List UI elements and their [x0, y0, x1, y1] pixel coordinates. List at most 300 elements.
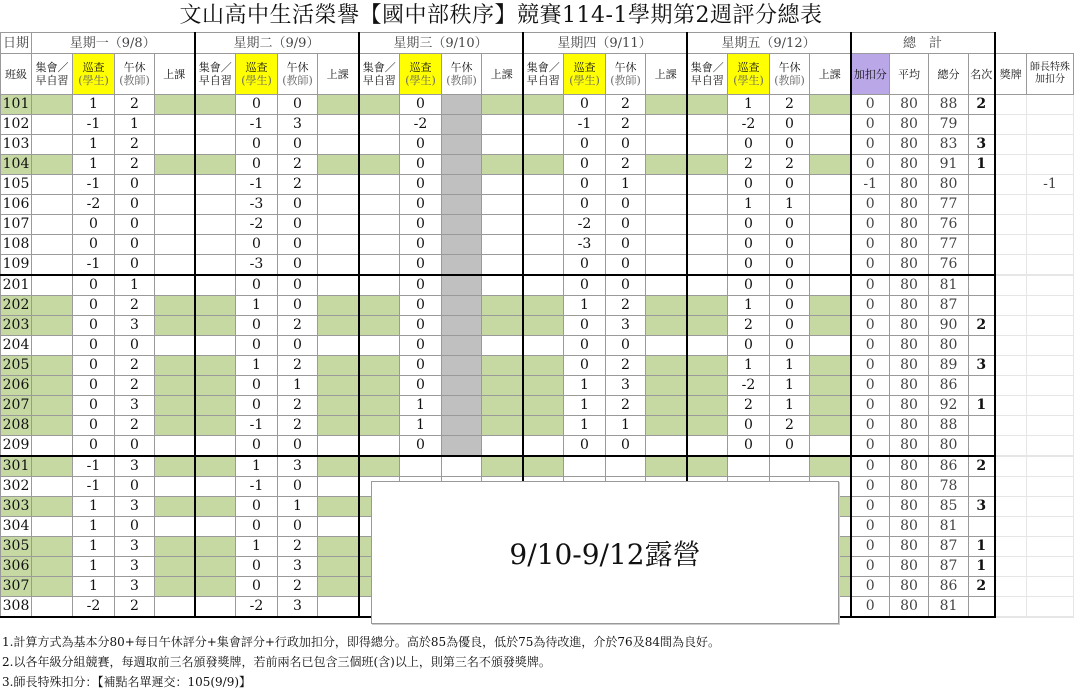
principal-cell [1027, 255, 1074, 276]
average-cell: 80 [890, 175, 929, 195]
nap-cell [442, 155, 482, 175]
assembly-cell [359, 195, 400, 215]
assembly-cell [687, 215, 728, 235]
patrol-cell: -3 [564, 235, 606, 255]
assembly-cell [32, 316, 73, 336]
nap-cell [442, 436, 482, 457]
nap-cell: 0 [278, 135, 318, 155]
patrol-cell: 0 [400, 135, 442, 155]
assembly-cell [359, 275, 400, 296]
bonus-cell: 0 [851, 336, 890, 356]
nap-cell: 3 [606, 316, 646, 336]
nap-cell: 3 [606, 376, 646, 396]
patrol-cell: 1 [73, 517, 115, 537]
nap-cell: 2 [606, 296, 646, 316]
assembly-cell [359, 336, 400, 356]
rank-cell [969, 416, 995, 436]
patrol-cell: 0 [73, 336, 115, 356]
col-patrol-mon [73, 54, 115, 95]
nap-cell: 0 [770, 235, 810, 255]
class-label: 班級 [1, 54, 32, 95]
col-assembly-wed: 集會／早自習 [359, 54, 400, 95]
assembly-cell [359, 436, 400, 457]
patrol-cell: 0 [236, 396, 278, 416]
award-cell [995, 296, 1027, 316]
patrol-cell: 0 [400, 356, 442, 376]
assembly-cell [687, 175, 728, 195]
principal-cell [1027, 456, 1074, 477]
assembly-cell [195, 115, 236, 135]
col-class-wed: 上課 [482, 54, 523, 95]
nap-cell: 0 [115, 195, 155, 215]
principal-cell [1027, 115, 1074, 135]
patrol-cell: 0 [728, 336, 770, 356]
date-label: 日期 [1, 33, 32, 54]
total-cell: 88 [929, 416, 969, 436]
class-cell-score [318, 577, 359, 597]
nap-cell: 3 [115, 497, 155, 517]
average-cell: 80 [890, 235, 929, 255]
patrol-cell: 0 [400, 436, 442, 457]
patrol-cell: 0 [728, 215, 770, 235]
assembly-cell [687, 275, 728, 296]
class-cell-score [318, 416, 359, 436]
class-cell: 206 [1, 376, 32, 396]
class-cell-score [646, 436, 687, 457]
nap-cell: 0 [606, 436, 646, 457]
nap-cell: 2 [278, 356, 318, 376]
col-nap-wed [442, 54, 482, 95]
rank-cell: 2 [969, 577, 995, 597]
award-cell [995, 115, 1027, 135]
class-cell: 301 [1, 456, 32, 477]
assembly-cell [32, 135, 73, 155]
bonus-cell: 0 [851, 215, 890, 235]
rank-cell: 1 [969, 396, 995, 416]
class-cell: 208 [1, 416, 32, 436]
nap-cell: 2 [278, 396, 318, 416]
award-cell [995, 175, 1027, 195]
class-cell-score [810, 416, 851, 436]
table-row [1, 376, 1074, 396]
patrol-cell: 1 [564, 396, 606, 416]
nap-cell: 2 [606, 115, 646, 135]
total-cell: 80 [929, 336, 969, 356]
patrol-cell: 0 [400, 336, 442, 356]
assembly-cell [359, 316, 400, 336]
assembly-cell [687, 296, 728, 316]
patrol-cell: -1 [236, 416, 278, 436]
patrol-cell: 1 [236, 456, 278, 477]
nap-cell: 0 [770, 336, 810, 356]
table-row [1, 95, 1074, 115]
award-cell [995, 396, 1027, 416]
bonus-cell: 0 [851, 115, 890, 135]
rank-cell: 2 [969, 456, 995, 477]
nap-cell: 2 [606, 155, 646, 175]
patrol-cell: -1 [73, 175, 115, 195]
class-cell-score [318, 316, 359, 336]
class-cell-score [482, 316, 523, 336]
total-cell: 76 [929, 215, 969, 235]
col-patrol-label: 巡查 [573, 61, 596, 74]
average-cell: 80 [890, 456, 929, 477]
class-cell-score [482, 255, 523, 276]
award-cell [995, 135, 1027, 155]
class-cell: 201 [1, 275, 32, 296]
class-cell-score [810, 356, 851, 376]
class-cell-score [810, 215, 851, 235]
assembly-cell [195, 477, 236, 497]
nap-cell: 2 [115, 155, 155, 175]
patrol-cell: 0 [236, 135, 278, 155]
col-total: 總分 [929, 54, 969, 95]
nap-cell: 0 [278, 215, 318, 235]
assembly-cell [359, 376, 400, 396]
nap-cell: 2 [770, 416, 810, 436]
bonus-cell: 0 [851, 497, 890, 517]
class-cell-score [810, 255, 851, 276]
rank-cell [969, 336, 995, 356]
class-cell-score [155, 95, 195, 115]
patrol-cell: -1 [73, 255, 115, 276]
assembly-cell [359, 95, 400, 115]
assembly-cell [523, 195, 564, 215]
assembly-cell [32, 517, 73, 537]
class-cell-score [482, 296, 523, 316]
class-cell-score [646, 296, 687, 316]
award-cell [995, 235, 1027, 255]
nap-cell: 1 [115, 115, 155, 135]
nap-cell: 3 [115, 557, 155, 577]
assembly-cell [687, 95, 728, 115]
patrol-cell: 0 [564, 255, 606, 276]
patrol-cell: -1 [564, 115, 606, 135]
principal-cell [1027, 356, 1074, 376]
total-header: 總 計 [851, 33, 995, 54]
average-cell: 80 [890, 376, 929, 396]
average-cell: 80 [890, 296, 929, 316]
camp-notice: 9/10-9/12露營 [371, 481, 839, 624]
class-cell-score [646, 376, 687, 396]
assembly-cell [523, 275, 564, 296]
assembly-cell [523, 215, 564, 235]
col-patrol-sub: (學生) [569, 74, 600, 87]
class-cell-score [155, 396, 195, 416]
total-cell: 77 [929, 235, 969, 255]
total-cell: 89 [929, 356, 969, 376]
nap-cell: 1 [770, 376, 810, 396]
rank-cell [969, 195, 995, 215]
note-1: 1.計算方式為基本分80+每日午休評分+集會評分+行政加扣分，即得總分。高於85為優良，低於75為待改進，介於76及84間為良好。 [2, 635, 720, 649]
class-cell-score [318, 517, 359, 537]
rank-cell [969, 436, 995, 457]
assembly-cell [32, 296, 73, 316]
class-cell-score [155, 557, 195, 577]
patrol-cell: 0 [728, 416, 770, 436]
col-nap-label: 午休 [778, 61, 801, 74]
patrol-cell: 0 [728, 175, 770, 195]
rank-cell [969, 597, 995, 618]
total-cell: 76 [929, 255, 969, 276]
total-cell: 88 [929, 95, 969, 115]
nap-cell: 2 [606, 356, 646, 376]
day-header-wed: 星期三（9/10） [359, 33, 523, 54]
patrol-cell: 0 [564, 155, 606, 175]
patrol-cell: 0 [564, 195, 606, 215]
nap-cell: 3 [115, 537, 155, 557]
nap-cell: 2 [278, 577, 318, 597]
assembly-cell [687, 255, 728, 276]
class-cell-score [810, 436, 851, 457]
patrol-cell: 0 [73, 316, 115, 336]
nap-cell: 2 [115, 416, 155, 436]
col-nap-sub: (教師) [774, 74, 805, 87]
class-cell-score [810, 195, 851, 215]
assembly-cell [523, 396, 564, 416]
award-cell [995, 95, 1027, 115]
principal-cell [1027, 316, 1074, 336]
class-cell-score [155, 597, 195, 618]
class-cell-score [810, 235, 851, 255]
class-cell-score [646, 155, 687, 175]
total-cell: 87 [929, 537, 969, 557]
table-row [1, 456, 1074, 477]
patrol-cell: 1 [728, 296, 770, 316]
assembly-cell [523, 356, 564, 376]
class-cell: 102 [1, 115, 32, 135]
rank-cell: 1 [969, 557, 995, 577]
assembly-cell [32, 155, 73, 175]
award-cell [995, 336, 1027, 356]
total-cell: 91 [929, 155, 969, 175]
table-row [1, 155, 1074, 175]
class-cell-score [155, 577, 195, 597]
nap-cell: 2 [115, 376, 155, 396]
award-cell [995, 356, 1027, 376]
award-cell [995, 215, 1027, 235]
col-nap-thu [606, 54, 646, 95]
bonus-cell: 0 [851, 95, 890, 115]
assembly-cell [523, 95, 564, 115]
class-cell: 305 [1, 537, 32, 557]
assembly-cell [523, 235, 564, 255]
total-cell: 79 [929, 115, 969, 135]
class-cell-score [646, 215, 687, 235]
class-cell: 106 [1, 195, 32, 215]
patrol-cell: -2 [564, 215, 606, 235]
nap-cell: 3 [278, 597, 318, 618]
patrol-cell: 0 [728, 275, 770, 296]
table-row [1, 115, 1074, 135]
assembly-cell [687, 376, 728, 396]
assembly-cell [195, 235, 236, 255]
class-cell-score [482, 135, 523, 155]
class-cell-score [155, 356, 195, 376]
table-row [1, 296, 1074, 316]
patrol-cell: 1 [400, 416, 442, 436]
note-2: 2.以各年級分組競賽，每週取前三名頒發獎牌，若前兩名已包含三個班(含)以上，則第三名不頒發獎牌。 [2, 655, 551, 669]
assembly-cell [523, 336, 564, 356]
patrol-cell: 0 [73, 376, 115, 396]
col-assembly-mon: 集會／早自習 [32, 54, 73, 95]
nap-cell: 3 [278, 557, 318, 577]
table-row [1, 275, 1074, 296]
bonus-cell: 0 [851, 396, 890, 416]
patrol-cell: -1 [73, 456, 115, 477]
award-cell [995, 456, 1027, 477]
average-cell: 80 [890, 195, 929, 215]
principal-cell [1027, 497, 1074, 517]
class-cell-score [318, 235, 359, 255]
class-cell-score [646, 255, 687, 276]
assembly-cell [195, 557, 236, 577]
patrol-cell: 0 [400, 316, 442, 336]
class-cell-score [482, 396, 523, 416]
class-cell-score [318, 296, 359, 316]
principal-cell [1027, 235, 1074, 255]
total-cell: 80 [929, 175, 969, 195]
patrol-cell: 0 [236, 517, 278, 537]
table-row [1, 416, 1074, 436]
average-cell: 80 [890, 597, 929, 618]
principal-cell: -1 [1027, 175, 1074, 195]
assembly-cell [687, 115, 728, 135]
assembly-cell [32, 537, 73, 557]
nap-cell: 0 [770, 115, 810, 135]
class-cell-score [155, 155, 195, 175]
patrol-cell: 0 [73, 275, 115, 296]
patrol-cell: 0 [564, 135, 606, 155]
assembly-cell [687, 416, 728, 436]
class-cell-score [155, 517, 195, 537]
assembly-cell [687, 396, 728, 416]
nap-cell [770, 456, 810, 477]
nap-cell: 1 [115, 275, 155, 296]
col-nap-label: 午休 [450, 61, 473, 74]
total-cell: 83 [929, 135, 969, 155]
average-cell: 80 [890, 436, 929, 457]
class-cell-score [646, 95, 687, 115]
assembly-cell [523, 155, 564, 175]
nap-cell: 0 [278, 255, 318, 276]
assembly-cell [32, 597, 73, 618]
nap-cell: 0 [115, 215, 155, 235]
award-cell [995, 416, 1027, 436]
class-cell-score [646, 195, 687, 215]
award-cell [995, 557, 1027, 577]
rank-cell [969, 175, 995, 195]
class-cell-score [318, 95, 359, 115]
average-cell: 80 [890, 95, 929, 115]
average-cell: 80 [890, 135, 929, 155]
class-cell-score [482, 215, 523, 235]
day-header-mon: 星期一（9/8） [32, 33, 195, 54]
patrol-cell: 1 [236, 537, 278, 557]
nap-cell [442, 316, 482, 336]
nap-cell: 0 [606, 195, 646, 215]
patrol-cell: 0 [400, 376, 442, 396]
col-patrol-label: 巡查 [737, 61, 760, 74]
class-cell-score [155, 376, 195, 396]
average-cell: 80 [890, 477, 929, 497]
patrol-cell: 1 [564, 296, 606, 316]
principal-cell [1027, 376, 1074, 396]
assembly-cell [195, 215, 236, 235]
patrol-cell: 1 [73, 537, 115, 557]
average-cell: 80 [890, 316, 929, 336]
total-cell: 87 [929, 296, 969, 316]
class-cell-score [318, 396, 359, 416]
bonus-cell: 0 [851, 597, 890, 618]
class-cell-score [155, 135, 195, 155]
table-row [1, 255, 1074, 276]
class-cell-score [810, 175, 851, 195]
assembly-cell [687, 135, 728, 155]
principal-cell [1027, 537, 1074, 557]
class-cell-score [155, 255, 195, 276]
class-cell-score [155, 497, 195, 517]
patrol-cell: 0 [73, 215, 115, 235]
nap-cell [442, 175, 482, 195]
award-cell [995, 537, 1027, 557]
assembly-cell [687, 235, 728, 255]
total-cell: 85 [929, 497, 969, 517]
class-cell: 207 [1, 396, 32, 416]
nap-cell: 2 [115, 296, 155, 316]
class-cell-score [646, 235, 687, 255]
class-cell-score [155, 416, 195, 436]
patrol-cell: 0 [236, 155, 278, 175]
assembly-cell [195, 316, 236, 336]
rank-cell [969, 215, 995, 235]
nap-cell [442, 456, 482, 477]
rank-cell [969, 115, 995, 135]
assembly-cell [523, 175, 564, 195]
patrol-cell [564, 456, 606, 477]
class-cell-score [155, 195, 195, 215]
average-cell: 80 [890, 497, 929, 517]
nap-cell: 2 [278, 537, 318, 557]
col-assembly-thu: 集會／早自習 [523, 54, 564, 95]
class-cell: 302 [1, 477, 32, 497]
class-cell: 203 [1, 316, 32, 336]
award-cell [995, 436, 1027, 457]
class-cell-score [318, 557, 359, 577]
col-bonus: 加扣分 [851, 54, 890, 95]
rank-cell [969, 296, 995, 316]
assembly-cell [32, 416, 73, 436]
nap-cell: 2 [606, 95, 646, 115]
patrol-cell: 0 [400, 155, 442, 175]
class-cell: 204 [1, 336, 32, 356]
assembly-cell [195, 597, 236, 618]
nap-cell: 0 [278, 517, 318, 537]
patrol-cell: 0 [728, 235, 770, 255]
assembly-cell [359, 135, 400, 155]
assembly-cell [195, 396, 236, 416]
nap-cell: 0 [278, 275, 318, 296]
award-cell [995, 376, 1027, 396]
class-cell-score [155, 275, 195, 296]
patrol-cell: 0 [236, 316, 278, 336]
bonus-cell: 0 [851, 456, 890, 477]
award-cell [995, 316, 1027, 336]
award-cell [995, 597, 1027, 618]
nap-cell: 0 [278, 336, 318, 356]
assembly-cell [32, 255, 73, 276]
patrol-cell: 0 [73, 356, 115, 376]
